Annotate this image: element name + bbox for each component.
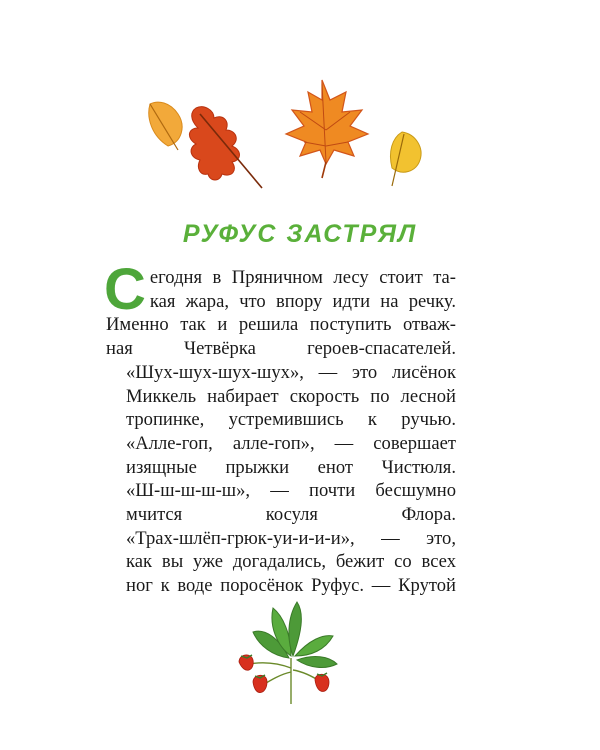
text-line: ная Четвёрка героев-спасателей.	[106, 338, 456, 360]
text-line: егодня в Пряничном лесу стоит та-	[149, 267, 456, 288]
strawberry-plant-icon	[225, 598, 355, 706]
text-line: «Трах-шлёп-грюк-уи-и-и-и», — это,	[126, 527, 456, 549]
chapter-title: РУФУС ЗАСТРЯЛ	[182, 220, 418, 248]
text-line: ног к воде поросёнок Руфус. — Крутой	[126, 575, 456, 597]
text-line: как вы уже догадались, бежит со всех	[126, 551, 456, 573]
text-line: «Алле-гоп, алле-гоп», — совершает	[126, 432, 456, 454]
text-line: Именно так и решила поступить отваж-	[106, 314, 456, 336]
red-oak-leaf-icon	[189, 107, 262, 188]
maple-leaf-icon	[286, 80, 368, 178]
text-line: «Ш-ш-ш-ш-ш», — почти бесшумно	[126, 480, 456, 502]
paragraph-2	[106, 361, 456, 432]
yellow-leaf-icon	[390, 132, 421, 186]
text-line: тропинке, устремившись к ручью.	[126, 409, 456, 431]
paragraph-5	[106, 527, 456, 598]
paragraph-3	[106, 432, 456, 479]
text-line: мчится косуля Флора.	[126, 504, 456, 526]
autumn-leaves-icon	[0, 0, 600, 210]
plant-leaves-icon	[253, 602, 337, 667]
text-line: «Шух-шух-шух-шух», — это лисёнок	[126, 361, 456, 383]
paragraph-4	[106, 479, 456, 526]
text-line: кая жара, что впору идти на речку.	[149, 290, 456, 312]
story-text	[104, 257, 456, 598]
orange-leaf-icon	[149, 102, 182, 150]
text-line: изящные прыжки енот Чистюля.	[126, 456, 456, 478]
paragraph-1	[104, 257, 456, 361]
text-line: Миккель набирает скорость по лесной	[126, 385, 456, 407]
drop-cap: С	[104, 257, 146, 322]
